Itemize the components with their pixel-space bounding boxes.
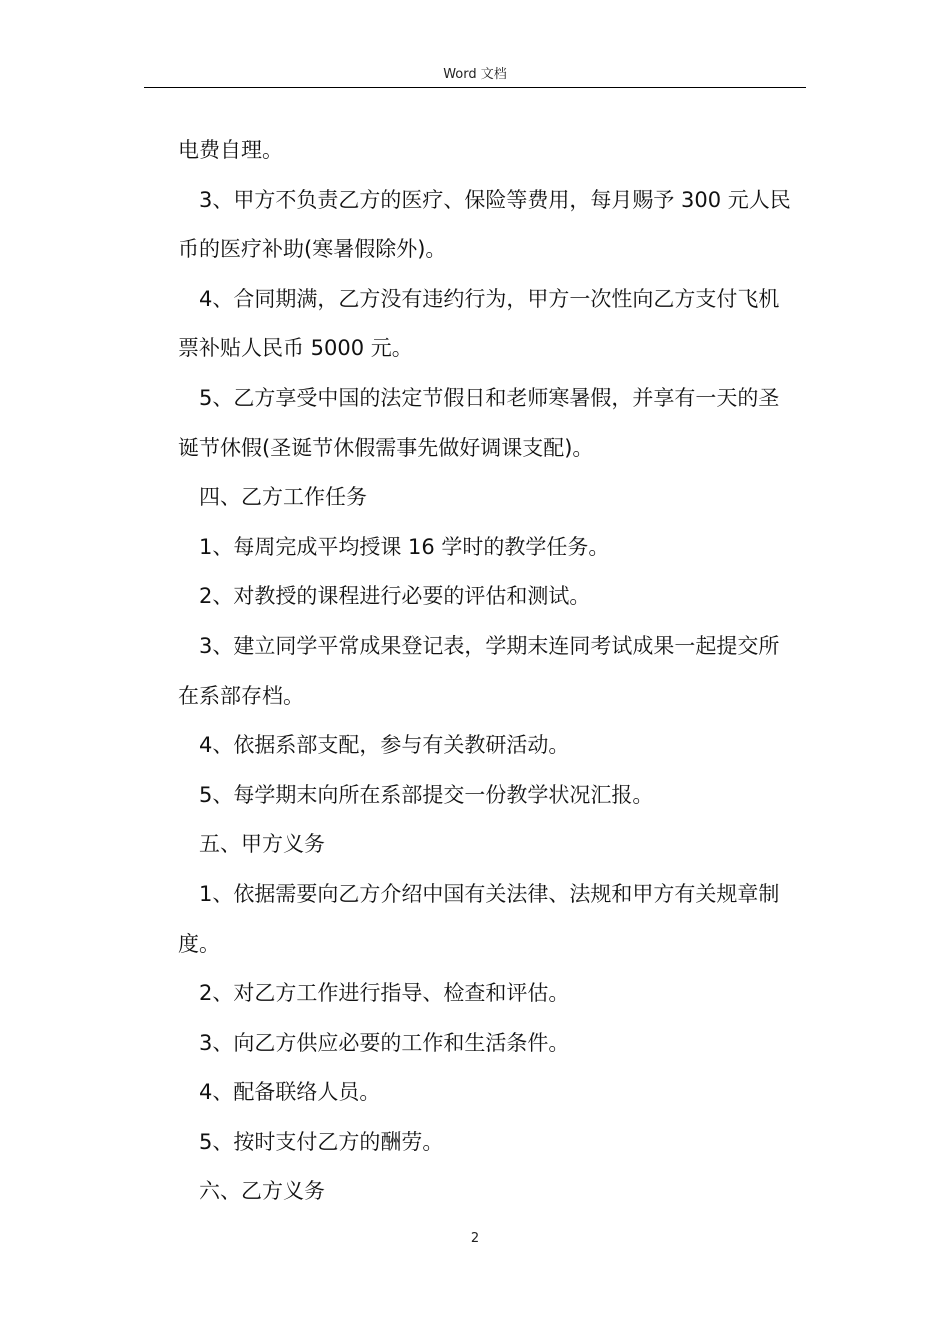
- paragraph-party-a-5: 5、按时支付乙方的酬劳。: [199, 1129, 444, 1154]
- paragraph-party-a-2: 2、对乙方工作进行指导、检查和评估。: [199, 981, 570, 1006]
- section-heading-6: 六、乙方义务: [199, 1179, 325, 1204]
- header-divider: [144, 87, 806, 88]
- paragraph-continuation: 电费自理。: [178, 138, 283, 162]
- page-header: Word 文档: [443, 67, 507, 82]
- paragraph-party-a-3: 3、向乙方供应必要的工作和生活条件。: [199, 1030, 570, 1055]
- paragraph-task-1: 1、每周完成平均授课 16 学时的教学任务。: [199, 534, 610, 559]
- paragraph-party-a-1: 1、依据需要向乙方介绍中国有关法律、法规和甲方有关规章制度。: [178, 881, 780, 956]
- paragraph-item-5-holidays: 5、乙方享受中国的法定节假日和老师寒暑假，并享有一天的圣诞节休假(圣诞节休假需事先做好调课支配)。: [178, 385, 780, 460]
- section-heading-5: 五、甲方义务: [199, 832, 325, 857]
- paragraph-party-a-4: 4、配备联络人员。: [199, 1080, 381, 1105]
- document-body: [178, 126, 792, 1217]
- paragraph-task-4: 4、依据系部支配，参与有关教研活动。: [199, 733, 570, 758]
- section-heading-4: 四、乙方工作任务: [199, 485, 367, 510]
- page-number: 2: [470, 1231, 480, 1246]
- paragraph-task-5: 5、每学期末向所在系部提交一份教学状况汇报。: [199, 782, 654, 807]
- paragraph-task-3: 3、建立同学平常成果登记表，学期末连同考试成果一起提交所在系部存档。: [178, 633, 780, 708]
- paragraph-task-2: 2、对教授的课程进行必要的评估和测试。: [199, 584, 591, 609]
- paragraph-item-3-medical: 3、甲方不负责乙方的医疗、保险等费用，每月赐予 300 元人民币的医疗补助(寒暑假除外)。: [178, 187, 791, 262]
- paragraph-item-4-airfare: 4、合同期满，乙方没有违约行为，甲方一次性向乙方支付飞机票补贴人民币 5000 元。: [178, 286, 780, 361]
